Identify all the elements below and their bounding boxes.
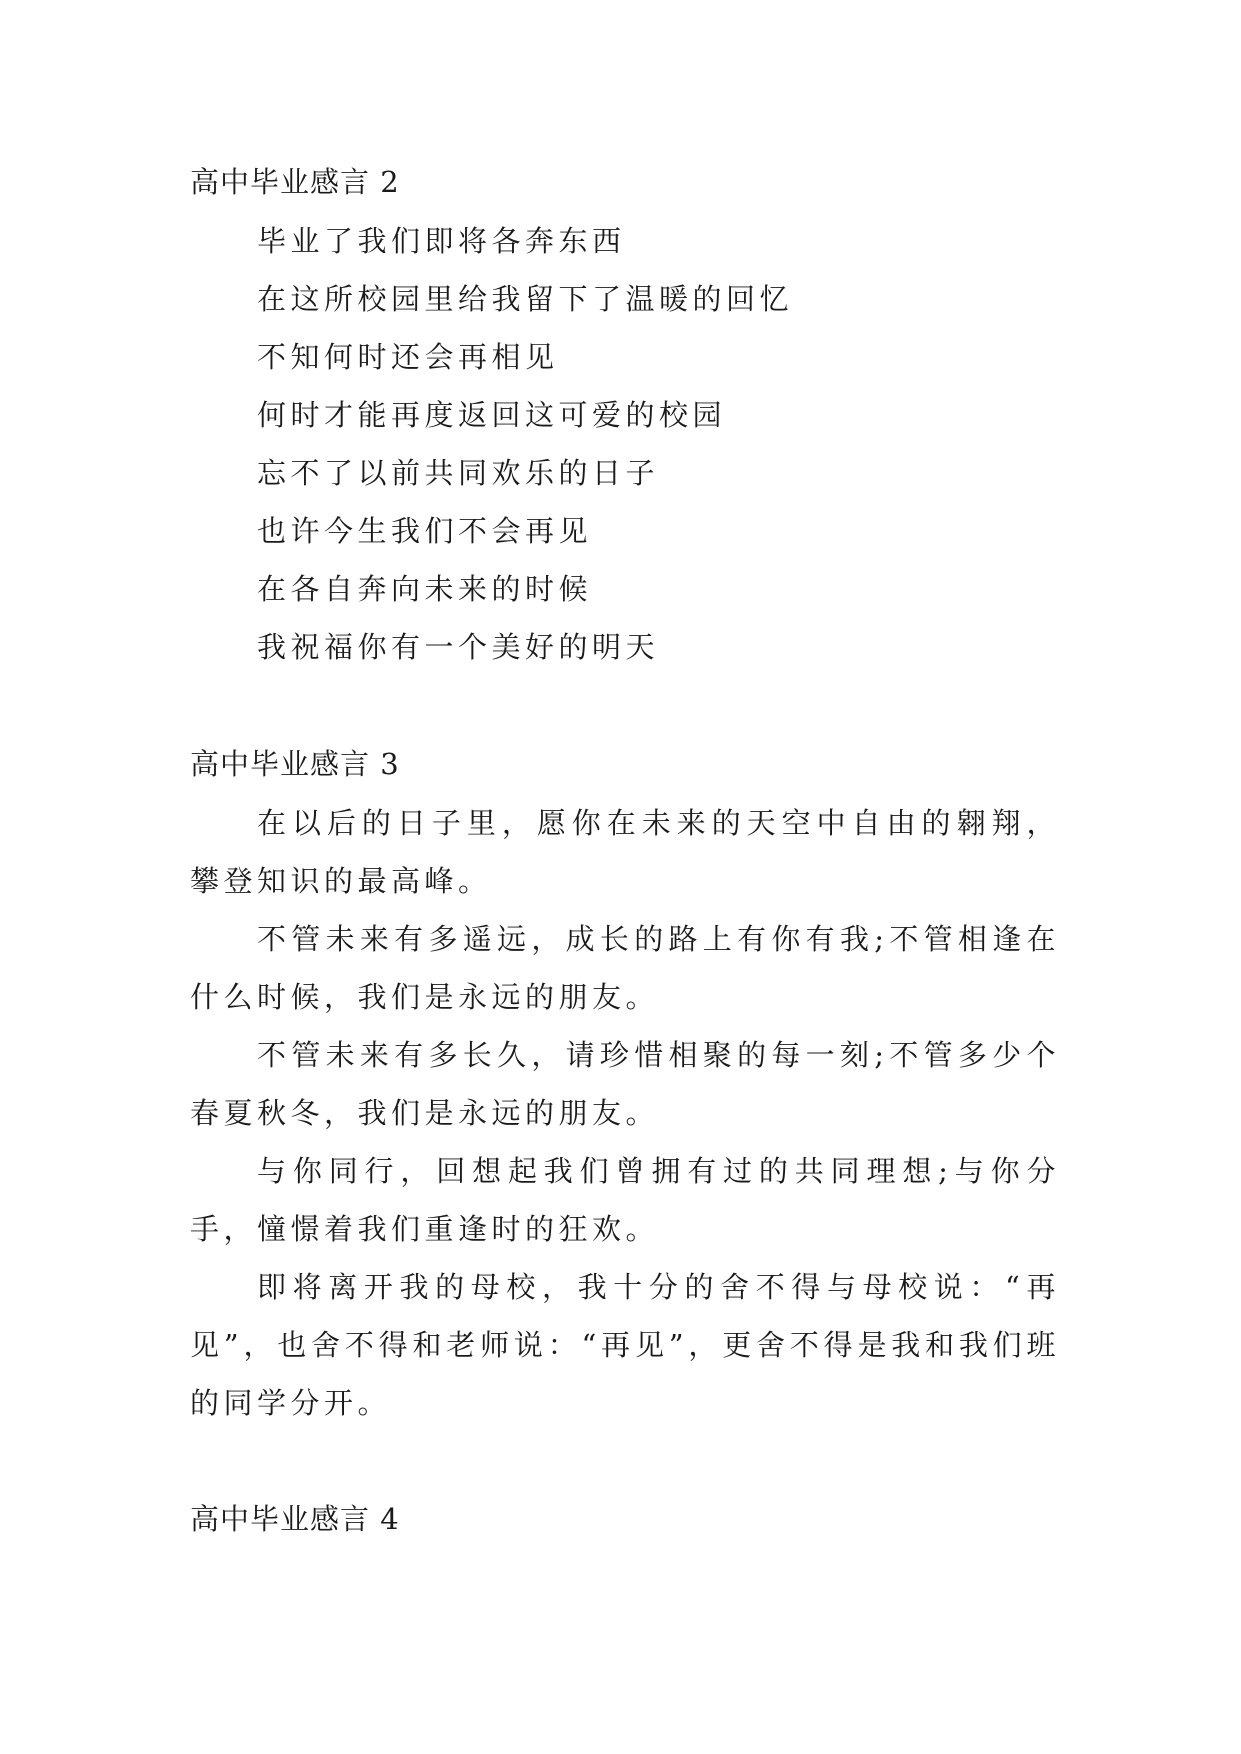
poem-line: 毕业了我们即将各奔东西	[257, 224, 626, 258]
section-heading-4: 高中毕业感言 4	[190, 1502, 400, 1536]
poem-line: 不知何时还会再相见	[257, 340, 559, 374]
paragraph: 不管未来有多遥远，成长的路上有你有我;不管相逢在什么时候，我们是永远的朋友。	[190, 922, 1060, 1014]
section-heading-3: 高中毕业感言 3	[190, 747, 400, 781]
poem-line: 何时才能再度返回这可爱的校园	[257, 398, 727, 432]
poem-line: 也许今生我们不会再见	[257, 514, 593, 548]
poem-line: 我祝福你有一个美好的明天	[257, 630, 660, 664]
poem-line: 在各自奔向未来的时候	[257, 572, 593, 606]
paragraph: 即将离开我的母校，我十分的舍不得与母校说：“再见”，也舍不得和老师说：“再见”，更舍不得是我和我们班的同学分开。	[190, 1270, 1060, 1420]
section-heading-2: 高中毕业感言 2	[190, 165, 400, 199]
poem-line: 忘不了以前共同欢乐的日子	[257, 456, 660, 490]
paragraph: 在以后的日子里，愿你在未来的天空中自由的翱翔，攀登知识的最高峰。	[190, 806, 1060, 898]
poem-line: 在这所校园里给我留下了温暖的回忆	[257, 282, 794, 316]
paragraph: 不管未来有多长久，请珍惜相聚的每一刻;不管多少个春夏秋冬，我们是永远的朋友。	[190, 1038, 1060, 1130]
paragraph: 与你同行，回想起我们曾拥有过的共同理想;与你分手，憧憬着我们重逢时的狂欢。	[190, 1154, 1060, 1246]
